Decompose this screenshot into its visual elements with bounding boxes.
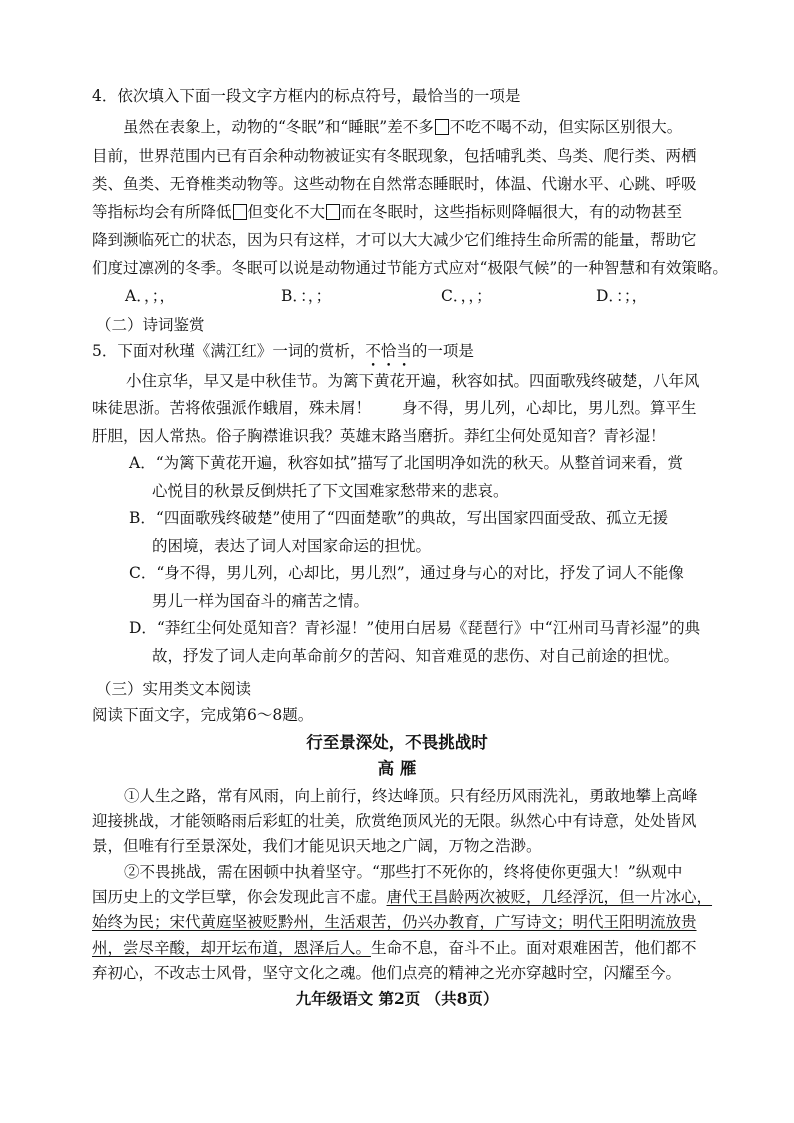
q5-option-b-line-2: 的困境，表达了词人对国家命运的担忧。 bbox=[152, 537, 432, 555]
article-title: 行至景深处，不畏挑战时 bbox=[306, 733, 488, 752]
article-p2-line-1: ②不畏挑战，需在困顿中执着坚守。“那些打不死你的，终将使你更强大！”纵观中 bbox=[124, 863, 683, 881]
underlined-passage: 州，尝尽辛酸，却开坛布道，恩泽后人。 bbox=[92, 939, 372, 957]
article-p1-line-1: ①人生之路，常有风雨，向上前行，终达峰顶。只有经历风雨洗礼，勇敢地攀上高峰 bbox=[124, 787, 698, 805]
article-p1-line-2: 迎接挑战，才能领略雨后彩虹的壮美，欣赏绝顶风光的无限。纵然心中有诗意，处处皆风 bbox=[92, 812, 697, 830]
q4-option-a: A．，；， bbox=[125, 287, 175, 305]
reading-instruction: 阅读下面文字，完成第6～8题。 bbox=[92, 706, 314, 724]
blank-box-2 bbox=[233, 204, 247, 220]
article-p2-line-3 bbox=[92, 912, 697, 932]
q4-line-1: 虽然在表象上，动物的“冬眠”和“睡眠”差不多 不吃不喝不动，但实际区别很大。 bbox=[123, 118, 683, 136]
page-footer: 九年级语文 第2页 （共8页） bbox=[295, 989, 499, 1008]
article-p2-line-5: 弃初心，不改志士风骨，坚守文化之魂。他们点亮的精神之光亦穿越时空，闪耀至今。 bbox=[92, 964, 682, 982]
q4-option-d: D．：；， bbox=[596, 287, 648, 305]
q5-option-c-line-1: C．“身不得，男儿列，心却比，男儿烈”，通过身与心的对比，抒发了词人不能像 bbox=[129, 564, 684, 582]
q5-option-d-line-1: D．“莽红尘何处觅知音？青衫湿！”使用白居易《琵琶行》中“江州司马青衫湿”的典 bbox=[129, 619, 701, 637]
q4-stem: 4．依次填入下面一段文字方框内的标点符号，最恰当的一项是 bbox=[92, 87, 521, 105]
section-heading-poetry: （二）诗词鉴赏 bbox=[96, 316, 205, 334]
q4-line-4: 等指标均会有所降低 但变化不大 而在冬眠时，这些指标则降幅很大，有的动物甚至 bbox=[92, 203, 683, 221]
q5-stem: 5．下面对秋瑾《满江红》一词的赏析，不恰当的一项是 bbox=[92, 342, 474, 360]
poem-line-3: 肝胆，因人常热。俗子胸襟谁识我？英雄末路当磨折。莽红尘何处觅知音？青衫湿！ bbox=[92, 427, 666, 445]
q5-option-a-line-1: A．“为篱下黄花开遍，秋容如拭”描写了北国明净如洗的秋天。从整首词来看，赏 bbox=[129, 454, 684, 472]
q5-option-a-line-2: 心悦目的秋景反倒烘托了下文国难家愁带来的悲哀。 bbox=[152, 482, 509, 500]
q4-option-b: B．：，； bbox=[281, 287, 332, 305]
q5-option-c-line-2: 男儿一样为国奋斗的痛苦之情。 bbox=[152, 592, 370, 610]
section-heading-practical: （三）实用类文本阅读 bbox=[96, 680, 252, 698]
article-p1-line-3: 景，但唯有行至景深处，我们才能见识天地之广阔，万物之浩渺。 bbox=[92, 837, 542, 855]
article-p2-line-2: 国历史上的文学巨擘，你会发现此言不虚。唐代王昌龄两次被贬，几经浮沉，但一片冰心， bbox=[92, 888, 713, 906]
q4-line-5: 降到濒临死亡的状态，因为只有这样，才可以大大减少它们维持生命所需的能量，帮助它 bbox=[92, 231, 697, 249]
blank-box-3 bbox=[326, 204, 340, 220]
article-p2-line-4: 州，尝尽辛酸，却开坛布道，恩泽后人。生命不息，奋斗不止。面对艰难困苦，他们都不 bbox=[92, 939, 697, 957]
underlined-passage: 唐代王昌龄两次被贬，几经浮沉，但一片冰心， bbox=[386, 888, 713, 906]
underlined-passage: 始终为民；宋代黄庭坚被贬黔州，生活艰苦，仍兴办教育，广写诗文；明代王阳明流放贵 bbox=[92, 913, 697, 931]
q4-line-3: 类、鱼类、无脊椎类动物等。这些动物在自然常态睡眠时，体温、代谢水平、心跳、呼吸 bbox=[92, 175, 697, 193]
q4-option-c: C．，，； bbox=[441, 287, 492, 305]
q4-line-2: 目前，世界范围内已有百余种动物被证实有冬眠现象，包括哺乳类、鸟类、爬行类、两栖 bbox=[92, 147, 697, 165]
article-author: 高 雁 bbox=[377, 759, 417, 778]
q4-line-6: 们度过凛冽的冬季。冬眠可以说是动物通过节能方式应对“极限气候”的一种智慧和有效策略。 bbox=[92, 259, 728, 277]
blank-box-1 bbox=[435, 119, 449, 135]
poem-line-2: 味徒思浙。苦将侬强派作蛾眉，殊未屑！ 身不得，男儿列，心却比，男儿烈。算平生 bbox=[92, 399, 697, 417]
q5-option-d-line-2: 故，抒发了词人走向革命前夕的苦闷、知音难觅的悲伤、对自己前途的担忧。 bbox=[152, 647, 680, 665]
poem-line-1: 小住京华，早又是中秋佳节。为篱下黄花开遍，秋容如拭。四面歌残终破楚，八年风 bbox=[126, 372, 700, 390]
q5-option-b-line-1: B．“四面歌残终破楚”使用了“四面楚歌”的典故，写出国家四面受敌、孤立无援 bbox=[129, 509, 669, 527]
